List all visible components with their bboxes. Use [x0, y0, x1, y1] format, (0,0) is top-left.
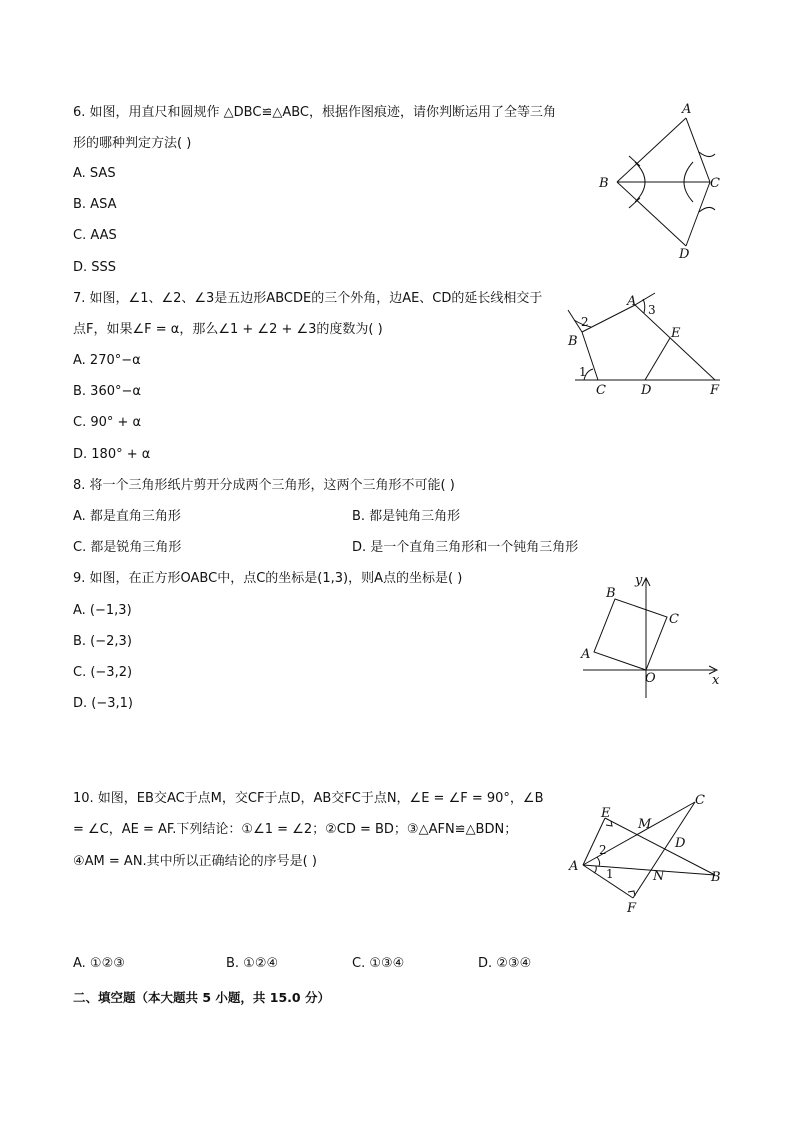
q10-option-d[interactable]: D. ②③④: [478, 956, 532, 971]
q7-option-c[interactable]: C. 90° + α: [73, 415, 142, 430]
q6-tick-1: [629, 156, 640, 166]
q8-option-c[interactable]: C. 都是锐角三角形: [73, 540, 182, 555]
q7-label-1: 1: [579, 365, 587, 379]
q9-label-x: x: [712, 673, 720, 688]
q7-stem-line1: 7. 如图，∠1、∠2、∠3是五边形ABCDE的三个外角，边AE、CD的延长线相交于: [73, 291, 543, 306]
q9-option-b[interactable]: B. (−2,3): [73, 634, 132, 649]
q10-option-a[interactable]: A. ①②③: [73, 956, 125, 971]
q7-label-c: C: [596, 383, 606, 398]
q7-option-a[interactable]: A. 270°−α: [73, 353, 141, 368]
q9-figure: [575, 568, 735, 703]
q10-label-a: A: [569, 859, 579, 874]
q7-segment-ed: [645, 338, 670, 380]
q8-stem-line1: 8. 将一个三角形纸片剪开分成两个三角形，这两个三角形不可能( ): [73, 478, 455, 493]
q7-figure: [560, 285, 730, 400]
q10-label-d: D: [675, 836, 686, 851]
q6-tick-3: [699, 152, 715, 157]
q6-segment-bd: [617, 182, 686, 246]
section-fill-in-blank-title: 二、填空题（本大题共 5 小题，共 15.0 分）: [73, 990, 330, 1005]
q6-segment-ba: [617, 118, 686, 182]
q10-label-1: 1: [606, 867, 614, 881]
q10-segment-ae: [583, 818, 605, 865]
q10-label-e: E: [601, 806, 611, 821]
q7-label-3: 3: [648, 303, 656, 317]
q6-tick-2: [629, 198, 640, 208]
q10-option-c[interactable]: C. ①③④: [352, 956, 405, 971]
q10-right-angle-e: [606, 821, 612, 826]
q10-label-c: C: [695, 793, 705, 808]
q7-option-d[interactable]: D. 180° + α: [73, 447, 151, 462]
q6-option-c[interactable]: C. AAS: [73, 228, 117, 243]
q6-option-b[interactable]: B. ASA: [73, 197, 117, 212]
q8-option-d[interactable]: D. 是一个直角三角形和一个钝角三角形: [352, 540, 579, 555]
q9-square-oabc: [594, 599, 667, 670]
q10-label-m: M: [638, 817, 652, 832]
q7-stem-line2: 点F，如果∠F = α，那么∠1 + ∠2 + ∠3的度数为( ): [73, 322, 383, 337]
q10-label-2: 2: [599, 843, 607, 857]
q10-segment-eb: [605, 818, 715, 875]
q7-label-b: B: [568, 334, 578, 349]
q6-segment-ac: [686, 118, 710, 182]
q6-tick-4: [699, 207, 715, 212]
q9-stem-line1: 9. 如图，在正方形OABC中，点C的坐标是(1,3)，则A点的坐标是( ): [73, 571, 463, 586]
q6-label-b: B: [599, 176, 609, 191]
q6-segment-dc: [686, 182, 710, 246]
q6-label-d: D: [679, 247, 690, 262]
q7-label-d: D: [641, 383, 652, 398]
q10-stem-line3: ④AM = AN.其中所以正确结论的序号是( ): [73, 854, 317, 869]
q7-line-af: [635, 305, 715, 380]
q9-option-a[interactable]: A. (−1,3): [73, 603, 132, 618]
q10-label-b: B: [711, 870, 721, 885]
q7-angle-3-arc: [643, 299, 645, 313]
q6-figure: [585, 100, 735, 270]
q7-label-e: E: [671, 326, 681, 341]
q7-option-b[interactable]: B. 360°−α: [73, 384, 141, 399]
q10-figure: [565, 790, 730, 920]
q7-label-2: 2: [581, 315, 589, 329]
q7-label-a: A: [627, 294, 637, 309]
q10-label-f: F: [627, 901, 637, 916]
q10-stem-line1: 10. 如图，EB交AC于点M，交CF于点D，AB交FC于点N，∠E = ∠F = 90°，∠B: [73, 791, 544, 806]
q6-stem-line2: 形的哪种判定方法( ): [73, 136, 192, 151]
q9-label-a: A: [581, 647, 591, 662]
q6-option-a[interactable]: A. SAS: [73, 166, 116, 181]
q9-label-c: C: [669, 612, 679, 627]
q7-segment-ba: [582, 305, 635, 332]
q9-label-o: O: [645, 671, 656, 686]
q7-label-f: F: [710, 383, 720, 398]
q10-option-b[interactable]: B. ①②④: [226, 956, 279, 971]
q8-option-b[interactable]: B. 都是钝角三角形: [352, 509, 461, 524]
q6-option-d[interactable]: D. SSS: [73, 260, 117, 275]
q6-label-a: A: [682, 102, 692, 117]
q9-label-b: B: [606, 586, 616, 601]
q10-stem-line2: = ∠C，AE = AF.下列结论：①∠1 = ∠2；②CD = BD；③△AFN≌△BDN；: [73, 822, 518, 837]
q10-label-n: N: [653, 869, 665, 884]
q6-label-c: C: [710, 176, 720, 191]
q9-option-d[interactable]: D. (−3,1): [73, 696, 133, 711]
q9-label-y: y: [635, 573, 643, 588]
q8-option-a[interactable]: A. 都是直角三角形: [73, 509, 181, 524]
q9-option-c[interactable]: C. (−3,2): [73, 665, 133, 680]
q10-angle-2-arc: [597, 857, 600, 866]
q6-stem-line1: 6. 如图，用直尺和圆规作 △DBC≌△ABC，根据作图痕迹，请你判断运用了全等三角: [73, 105, 556, 120]
